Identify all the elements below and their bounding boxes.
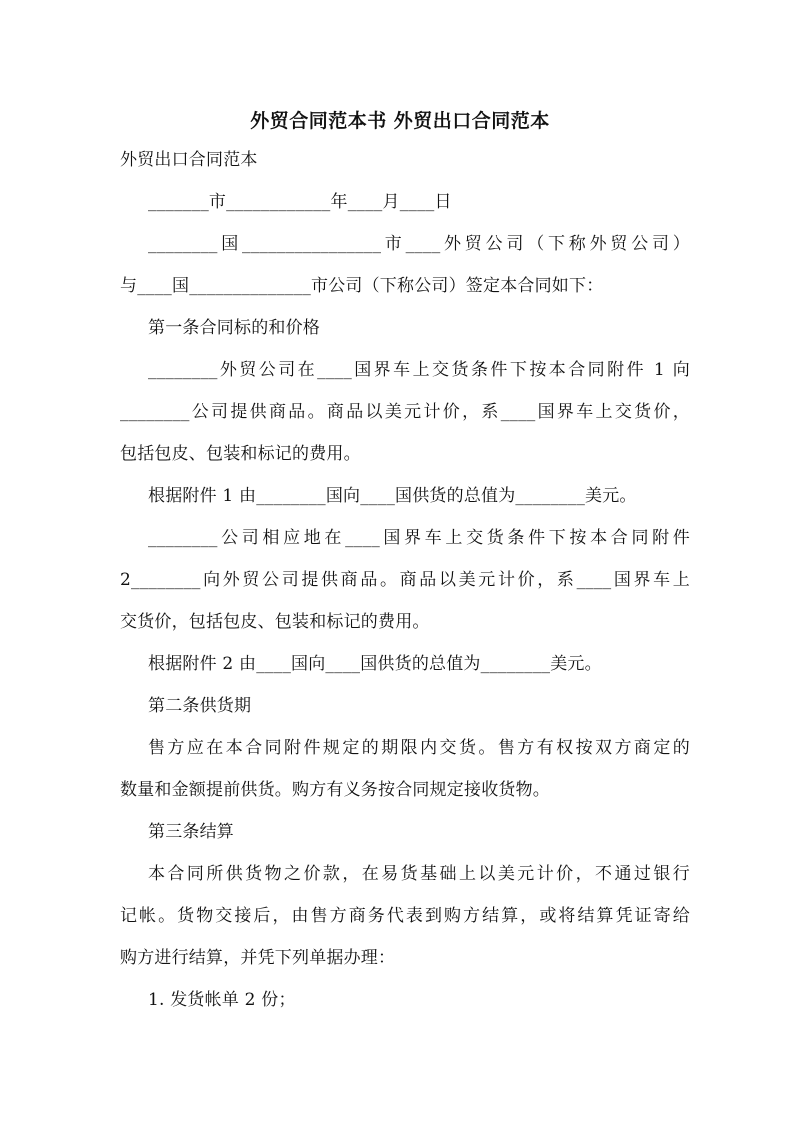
paragraph-line: ________公司相应地在____国界车上交货条件下按本合同附件 bbox=[148, 528, 690, 548]
paragraph-line: 根据附件 2 由____国向____国供货的总值为________美元。 bbox=[148, 654, 602, 674]
paragraph-line: 根据附件 1 由________国向____国供货的总值为________美元。 bbox=[148, 486, 637, 506]
contract-date-line: _______市____________年____月____日 bbox=[148, 192, 452, 212]
paragraph-line: ________外贸公司在____国界车上交货条件下按本合同附件 1 向 bbox=[148, 360, 690, 380]
paragraph-line: 记帐。货物交接后，由售方商务代表到购方结算，或将结算凭证寄给 bbox=[120, 906, 690, 926]
list-item: 1. 发货帐单 2 份； bbox=[148, 990, 296, 1010]
article-2-heading: 第二条供货期 bbox=[148, 696, 252, 716]
article-1-heading: 第一条合同标的和价格 bbox=[148, 318, 320, 338]
party-line-1: ________国________________市____外贸公司（下称外贸公司） bbox=[148, 234, 690, 254]
paragraph-line: 购方进行结算，并凭下列单据办理： bbox=[120, 948, 396, 968]
paragraph-line: 2________向外贸公司提供商品。商品以美元计价，系____国界车上 bbox=[120, 570, 690, 590]
paragraph-line: 售方应在本合同附件规定的期限内交货。售方有权按双方商定的 bbox=[148, 738, 690, 758]
paragraph-line: ________公司提供商品。商品以美元计价，系____国界车上交货价， bbox=[120, 402, 690, 422]
party-line-2: 与____国______________市公司（下称公司）签定本合同如下： bbox=[120, 276, 604, 296]
paragraph-line: 本合同所供货物之价款，在易货基础上以美元计价，不通过银行 bbox=[148, 864, 690, 884]
document-subtitle: 外贸出口合同范本 bbox=[120, 150, 258, 170]
document-title: 外贸合同范本书 外贸出口合同范本 bbox=[250, 110, 550, 132]
paragraph-line: 数量和金额提前供货。购方有义务按合同规定接收货物。 bbox=[120, 780, 550, 800]
paragraph-line: 交货价，包括包皮、包装和标记的费用。 bbox=[120, 612, 430, 632]
article-3-heading: 第三条结算 bbox=[148, 822, 234, 842]
paragraph-line: 包括包皮、包装和标记的费用。 bbox=[120, 444, 361, 464]
